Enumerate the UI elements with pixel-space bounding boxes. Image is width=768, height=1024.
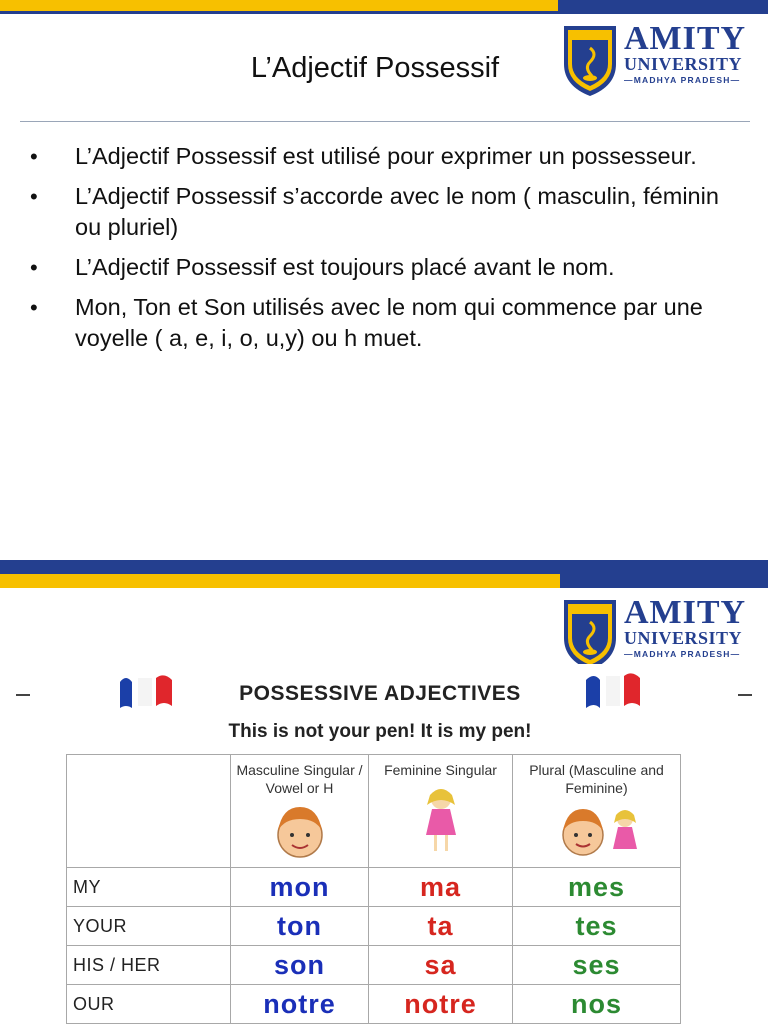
- feminine-cell: notre: [369, 985, 513, 1024]
- gold-stripe: [0, 574, 560, 588]
- masculine-cell: son: [231, 946, 369, 985]
- plural-cell: nos: [513, 985, 681, 1024]
- bullet-item: • Mon, Ton et Son utilisés avec le nom qui commence par une voyelle ( a, e, i, o, u,y) ou h muet.: [30, 292, 730, 354]
- bullet-list: [30, 141, 730, 363]
- table-row: [67, 985, 681, 1024]
- header-plural: [513, 755, 681, 868]
- feminine-cell: sa: [369, 946, 513, 985]
- amity-logo: [560, 596, 750, 672]
- feminine-cell: ma: [369, 868, 513, 907]
- table-row: [67, 946, 681, 985]
- possessive-adjectives-poster: [30, 664, 730, 1024]
- logo-university: UNIVERSITY: [624, 54, 743, 74]
- feminine-cell: ta: [369, 907, 513, 946]
- pronoun-cell: OUR: [67, 985, 231, 1024]
- logo-region: —MADHYA PRADESH—: [624, 75, 741, 85]
- slide-2: [0, 560, 768, 1024]
- slide-title: L’Adjectif Possessif: [250, 52, 500, 84]
- masculine-cell: ton: [231, 907, 369, 946]
- masculine-cell: mon: [231, 868, 369, 907]
- plural-cell: ses: [513, 946, 681, 985]
- amity-seal-icon: [560, 596, 620, 672]
- column-label: Feminine Singular: [384, 762, 497, 778]
- girl-figure-icon: [418, 785, 464, 857]
- possessive-table: [66, 754, 681, 1024]
- gold-stripe: [0, 0, 558, 11]
- logo-name: AMITY: [624, 20, 747, 57]
- pronoun-cell: HIS / HER: [67, 946, 231, 985]
- pronoun-cell: MY: [67, 868, 231, 907]
- header-masculine: [231, 755, 369, 868]
- slide-edge-mark: [738, 694, 752, 696]
- table-header-row: [67, 755, 681, 868]
- column-label: Masculine Singular / Vowel or H: [236, 762, 363, 796]
- slide-edge-mark: [16, 694, 30, 696]
- header-blank-cell: [67, 755, 231, 868]
- bullet-item: • L’Adjectif Possessif est utilisé pour exprimer un possesseur.: [30, 141, 730, 172]
- table-row: [67, 907, 681, 946]
- masculine-cell: notre: [231, 985, 369, 1024]
- plural-cell: mes: [513, 868, 681, 907]
- pronoun-cell: YOUR: [67, 907, 231, 946]
- navy-stripe-right: [560, 574, 768, 588]
- navy-stripe: [0, 560, 768, 574]
- column-label: Plural (Masculine and Feminine): [529, 762, 664, 796]
- poster-heading: POSSESSIVE ADJECTIVES: [239, 682, 521, 705]
- boy-and-girl-icon: [549, 803, 645, 863]
- title-divider: [20, 121, 750, 122]
- logo-region: —MADHYA PRADESH—: [624, 649, 741, 659]
- table-row: [67, 868, 681, 907]
- plural-cell: tes: [513, 907, 681, 946]
- bullet-item: • L’Adjectif Possessif est toujours placé avant le nom.: [30, 252, 730, 283]
- poster-subheading: This is not your pen! It is my pen!: [228, 721, 532, 742]
- bullet-item: • L’Adjectif Possessif s’accorde avec le nom ( masculin, féminin ou pluriel): [30, 181, 730, 243]
- top-accent-bar: [0, 0, 768, 14]
- logo-university: UNIVERSITY: [624, 628, 743, 648]
- header-feminine: [369, 755, 513, 868]
- logo-name: AMITY: [624, 594, 747, 631]
- boy-face-icon: [270, 803, 330, 861]
- top-accent-bar: [0, 560, 768, 588]
